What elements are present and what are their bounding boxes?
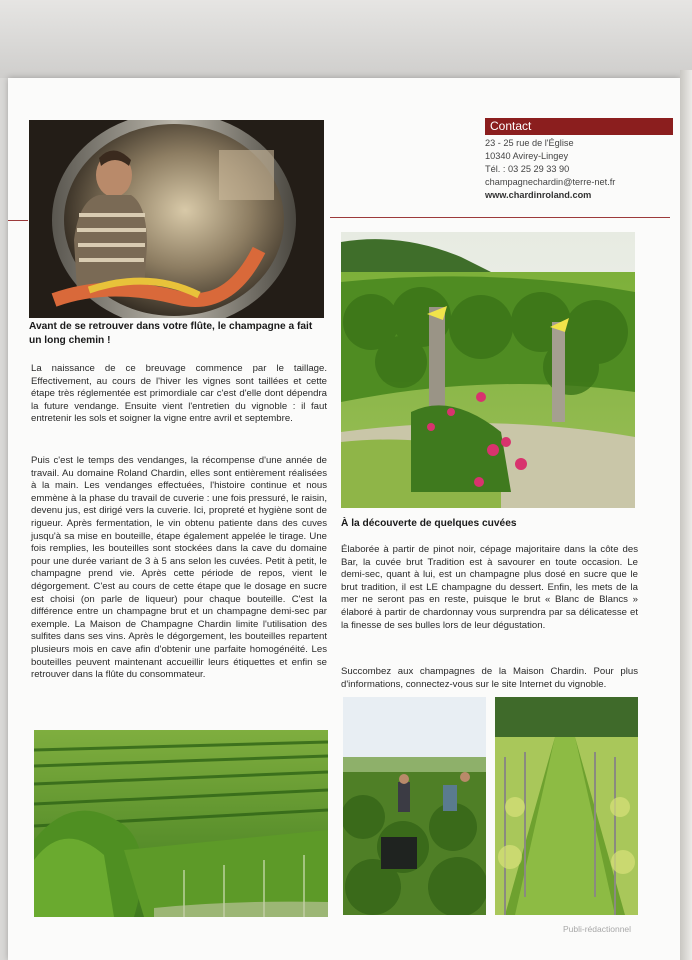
vineyard-rows-drawing <box>495 697 638 915</box>
red-rule-right <box>330 217 670 218</box>
vineyard-rows-photo <box>495 697 638 915</box>
cellar-photo <box>29 120 324 318</box>
footer-note: Publi-rédactionnel <box>563 924 632 934</box>
harvest-workers-drawing <box>343 697 486 915</box>
page-edge <box>680 70 692 960</box>
vineyard-landscape-photo <box>34 730 328 917</box>
left-paragraph-2: Puis c'est le temps des vendanges, la récompense d'une année de travail. Au domaine Roland Chardin, elles sont entièrement réalisées à la main. Les vendanges effectuées, l'histoire continue et nous emmène à la phase du travail de cuverie : une fois pressuré, le raisin, devenu jus, est dirigé vers la cuverie. Ici, propreté et hygiène sont de rigueur. Après fermentation, le vin obtenu patiente dans des cuves jusqu'à sa mise en bouteille, étape également appelée le tirage. Une fois remplies, les bouteilles sont stockées dans la cave du domaine pour une durée variant de 3 à 5 ans selon les cuvées. Petit à petit, le champagne prend vie. Après cette période de repos, vient le dégorgement. C'est au cours de cette étape que le dosage en sucre est choisi (on parle de liqueur) pour chaque bouteille. C'est la différence entre un champagne brut et un champagne demi-sec par exemple. La Maison de Champagne Chardin limite l'utilisation des sulfites dans ses vins. Après le dégorgement, les bouteilles repartent plusieurs mois en cave afin d'obtenir une parfaite homogénéité. Les bouteilles peuvent maintenant accueillir leurs étiquettes et enfin se retrouver dans la flûte du consommateur. <box>31 455 327 681</box>
contact-heading: Contact <box>485 118 673 135</box>
left-caption: Avant de se retrouver dans votre flûte, le champagne a fait un long chemin ! <box>29 321 313 346</box>
contact-website[interactable]: www.chardinroland.com <box>485 190 592 200</box>
vines-roses-drawing <box>341 232 635 508</box>
contact-email[interactable]: champagnechardin@terre-net.fr <box>485 177 616 187</box>
contact-address-1: 23 - 25 rue de l'Église <box>485 138 574 148</box>
left-paragraph-1: La naissance de ce breuvage commence par le taillage. Effectivement, au cours de l'hiver les vignes sont taillées et cette étape très réglementée est primordiale car c'est d'elle dont dépendra la future vendange. Ensuite vient l'entretien du vignoble : il faut entretenir les sols et soigner la vigne entre avril et septembre. <box>31 363 327 425</box>
right-caption: À la découverte de quelques cuvées <box>341 518 517 529</box>
harvest-workers-photo <box>343 697 486 915</box>
contact-address-2: 10340 Avirey-Lingey <box>485 151 569 161</box>
page-top-shadow <box>0 0 692 78</box>
vines-roses-photo <box>341 232 635 508</box>
right-paragraph-1: Élaborée à partir de pinot noir, cépage majoritaire dans la côte des Bar, la cuvée brut Tradition est à savourer en toute occasion. Le demi-sec, quant à lui, est un champagne plus dosé en sucre que le brut tradition, il est LE champagne du dessert. Enfin, les mets de la mer ne seront pas en reste, puisque le brut « Blanc de Blancs » élaboré à partir de chardonnay vous surprendra par sa délicatesse et la finesse de ses bulles lors de leur dégustation. <box>341 544 638 631</box>
right-paragraph-2: Succombez aux champagnes de la Maison Chardin. Pour plus d'informations, connectez-vous sur le site Internet du vignoble. <box>341 666 638 690</box>
vineyard-landscape-drawing <box>34 730 328 917</box>
contact-phone: Tél. : 03 25 29 33 90 <box>485 164 570 174</box>
red-rule-left <box>8 220 28 221</box>
cellar-photo-drawing <box>29 120 324 318</box>
